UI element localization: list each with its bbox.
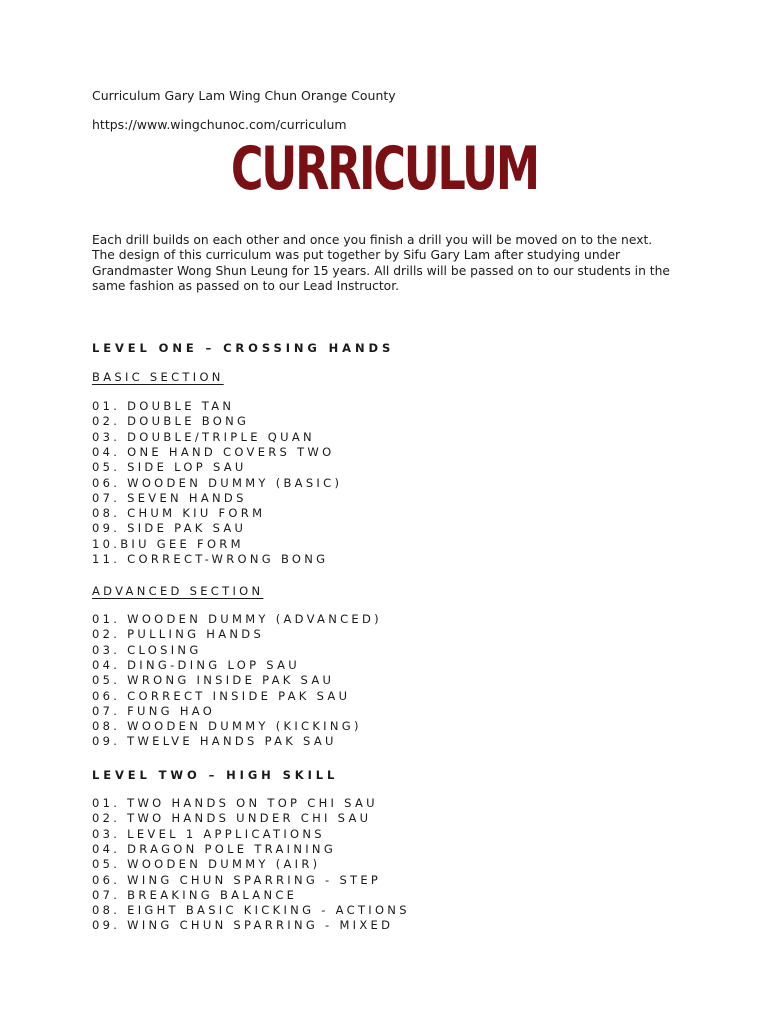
basic-section-heading: BASIC SECTION	[92, 370, 224, 384]
list-item: 07. BREAKING BALANCE	[92, 887, 298, 902]
banner-text: CURRICULUM	[230, 136, 538, 202]
list-item: 11. CORRECT-WRONG BONG	[92, 552, 329, 566]
list-item: 08. WOODEN DUMMY (KICKING)	[92, 719, 362, 734]
list-item: 06. WING CHUN SPARRING - STEP	[92, 872, 382, 887]
list-item: 07. FUNG HAO	[92, 703, 216, 718]
list-item: 05. WRONG INSIDE PAK SAU	[92, 673, 335, 688]
list-item: 05. SIDE LOP SAU	[92, 460, 247, 475]
list-item: 09. WING CHUN SPARRING - MIXED	[92, 918, 394, 933]
list-item: 10.BIU GEE FORM	[92, 536, 244, 551]
list-item: 03. CLOSING	[92, 642, 202, 657]
list-item: 05. WOODEN DUMMY (AIR)	[92, 857, 321, 872]
intro-paragraph: Each drill builds on each other and once you finish a drill you will be moved on to the next. The design of this curriculum was put together by Sifu Gary Lam after studying under Grandmaster Wong Shun Leung for 15 years. All drills will be passed on to our students in the same fashion as passed on to our Lead Instructor.	[92, 233, 670, 294]
list-item: 02. TWO HANDS UNDER CHI SAU	[92, 811, 372, 826]
document-title: Curriculum Gary Lam Wing Chun Orange County	[92, 88, 396, 103]
list-item: 08. EIGHT BASIC KICKING - ACTIONS	[92, 903, 410, 918]
level-one-heading: LEVEL ONE – CROSSING HANDS	[92, 341, 395, 355]
list-item: 01. WOODEN DUMMY (ADVANCED)	[92, 612, 382, 626]
curriculum-banner	[220, 136, 548, 202]
level-two-heading: LEVEL TWO – HIGH SKILL	[92, 768, 339, 782]
advanced-section-heading: ADVANCED SECTION	[92, 584, 264, 598]
list-item: 09. TWELVE HANDS PAK SAU	[92, 734, 337, 749]
list-item: 08. CHUM KIU FORM	[92, 506, 266, 521]
list-item: 06. CORRECT INSIDE PAK SAU	[92, 688, 351, 703]
list-item: 02. PULLING HANDS	[92, 627, 265, 642]
list-item: 07. SEVEN HANDS	[92, 490, 247, 505]
list-item: 01. DOUBLE TAN	[92, 399, 235, 413]
list-item: 03. LEVEL 1 APPLICATIONS	[92, 826, 325, 841]
list-item: 09. SIDE PAK SAU	[92, 521, 247, 536]
list-item: 06. WOODEN DUMMY (BASIC)	[92, 475, 343, 490]
source-url[interactable]: https://www.wingchunoc.com/curriculum	[92, 117, 347, 132]
list-item: 02. DOUBLE BONG	[92, 414, 250, 429]
list-item: 04. DING-DING LOP SAU	[92, 657, 301, 672]
list-item: 04. DRAGON POLE TRAINING	[92, 841, 337, 856]
list-item: 01. TWO HANDS ON TOP CHI SAU	[92, 796, 378, 810]
list-item: 04. ONE HAND COVERS TWO	[92, 444, 335, 459]
list-item: 03. DOUBLE/TRIPLE QUAN	[92, 429, 315, 444]
